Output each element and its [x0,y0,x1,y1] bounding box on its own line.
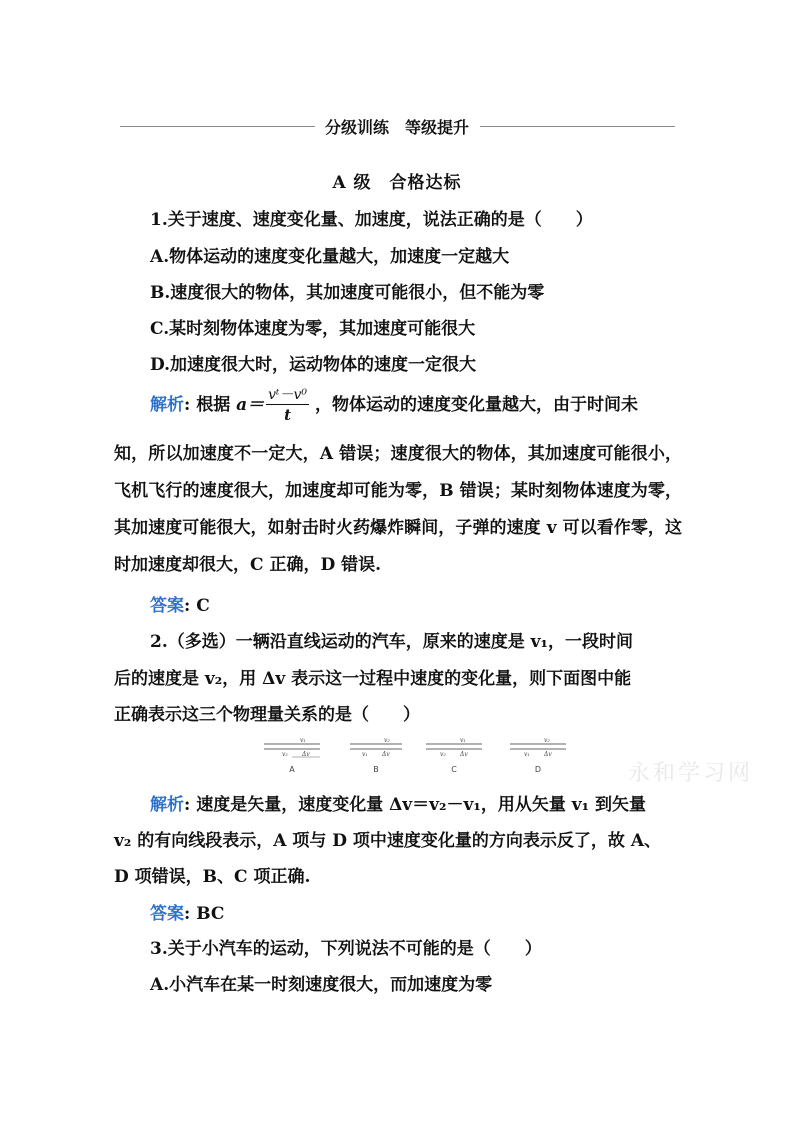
q2-analysis-label: 解析 [150,795,184,815]
diagram-b-dv: Δv [382,751,390,758]
q1-analysis-line1-rest: ，物体运动的速度变化量越大，由于时间未 [315,395,639,415]
q2-stem-line3: 正确表示这三个物理量关系的是（ ） [114,705,420,725]
section-title: A 级 合格达标 [332,173,462,193]
header-title: 分级训练 等级提升 [319,118,475,137]
q1-option-a: A.物体运动的速度变化量越大，加速度一定越大 [150,247,510,267]
formula-numerator: vᵗ－v⁰ [268,387,308,403]
q1-answer-value: : C [184,596,210,616]
diagram-c-v2: v₂ [440,751,446,758]
diagram-c-vectors [424,735,484,765]
diagram-d-dv: Δv [544,751,552,758]
q2-answer-value: : BC [184,904,225,924]
q1-analysis-lead: : 根据 [184,395,237,415]
diagram-b [346,735,406,777]
q2-answer-label: 答案 [150,904,184,924]
q2-analysis-line3: D 项错误，B、C 项正确. [114,867,311,887]
diagram-a-label: A [289,765,295,774]
diagram-c-label: C [451,765,457,774]
diagram-b-v1: v₁ [362,751,368,758]
formula-lhs: a＝ [236,395,265,415]
q3-option-a: A.小汽车在某一时刻速度很大，而加速度为零 [150,975,493,995]
formula-denominator: t [284,406,292,424]
diagram-d-v2: v₂ [544,737,550,744]
q2-analysis-line1 [150,790,646,815]
q1-analysis-label: 解析 [150,395,184,415]
q2-answer [150,899,224,924]
q1-option-c: C.某时刻物体速度为零，其加速度可能很大 [150,319,476,339]
diagram-d-label: D [534,765,542,774]
q1-analysis-line1 [150,386,638,425]
q1-stem: 1.关于速度、速度变化量、加速度，说法正确的是（ ） [150,210,593,230]
q2-stem-line1: 2.（多选）一辆沿直线运动的汽车，原来的速度是 v₁，一段时间 [150,632,633,652]
q3-stem: 3.关于小汽车的运动，下列说法不可能的是（ ） [150,939,542,959]
formula-fraction [266,386,309,425]
diagram-d-v1: v₁ [524,751,530,758]
diagram-d [508,735,568,777]
diagram-a-v2: v₂ [282,751,288,758]
q2-stem-line2: 后的速度是 v₂，用 Δv 表示这一过程中速度的变化量，则下面图中能 [114,669,632,689]
q1-option-b: B.速度很大的物体，其加速度可能很小，但不能为零 [150,283,545,303]
diagram-a-dv: Δv [302,751,310,758]
diagram-a-vectors [262,735,322,765]
diagram-a [262,735,322,777]
diagram-c-dv: Δv [460,751,468,758]
q1-answer-label: 答案 [150,596,184,616]
diagram-b-v2: v₂ [384,737,390,744]
diagram-a-v1: v₁ [300,737,306,744]
q1-answer [150,591,210,616]
q1-option-d: D.加速度很大时，运动物体的速度一定很大 [150,355,477,375]
diagram-d-vectors [508,735,568,765]
vector-diagrams [262,735,562,777]
q2-analysis-line1-text: : 速度是矢量，速度变化量 Δv＝v₂－v₁，用从矢量 v₁ 到矢量 [184,795,646,815]
watermark: 永和学习网 [628,761,754,786]
diagram-b-label: B [373,765,379,774]
diagram-c-v1: v₁ [460,737,466,744]
q1-analysis-body: 知，所以加速度不一定大，A 错误；速度很大的物体，其加速度可能很小，飞机飞行的速度很大，加速度却可能为零，B 错误；某时刻物体速度为零，其加速度可能很大，如射击时火药爆炸瞬间，子弹的速度 v 可以看作零，这时加速度却很大，C 正确，D 错误. [114,444,682,575]
diagram-c [424,735,484,777]
q2-analysis-line2: v₂ 的有向线段表示，A 项与 D 项中速度变化量的方向表示反了，故 A、 [114,831,662,851]
page-header [0,115,794,138]
diagram-b-vectors [346,735,406,765]
